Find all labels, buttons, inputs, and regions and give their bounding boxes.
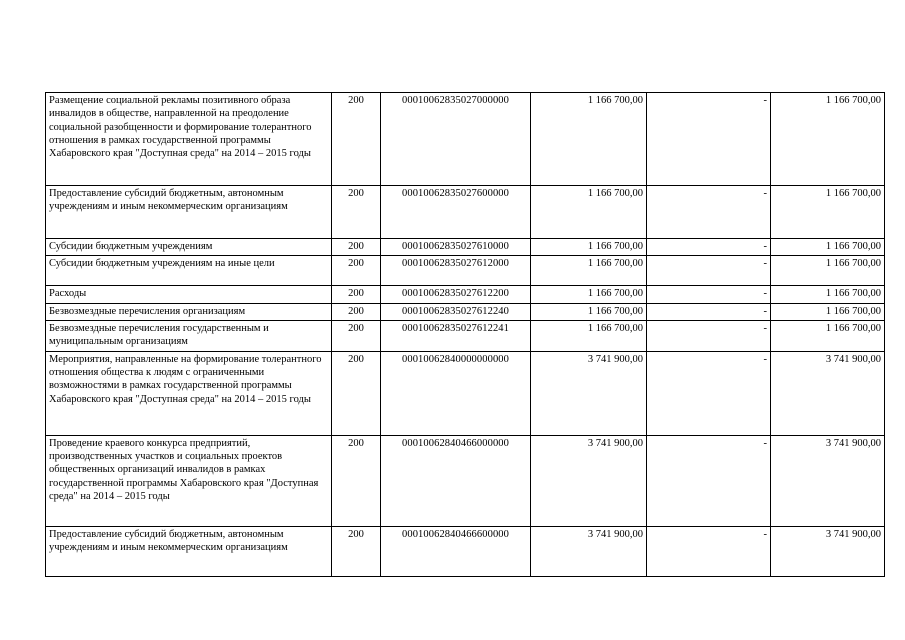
table-row xyxy=(46,186,885,239)
row-code: 00010062835027612240 xyxy=(381,303,531,320)
row-code: 00010062835027612200 xyxy=(381,286,531,303)
row-name: Мероприятия, направленные на формирование толерантного отношения общества к людям с ограниченными возможностями в рамках государственной программы Хабаровского края "Доступная среда" на 2014 – 2015 годы xyxy=(46,351,332,435)
row-grbs: 200 xyxy=(332,239,381,256)
row-total: 1 166 700,00 xyxy=(771,320,885,351)
row-change: - xyxy=(647,93,771,186)
row-total: 1 166 700,00 xyxy=(771,286,885,303)
row-total: 1 166 700,00 xyxy=(771,239,885,256)
row-amount: 1 166 700,00 xyxy=(531,239,647,256)
table-row xyxy=(46,93,885,186)
row-amount: 3 741 900,00 xyxy=(531,351,647,435)
table-row xyxy=(46,256,885,286)
row-grbs: 200 xyxy=(332,186,381,239)
table-row xyxy=(46,526,885,576)
row-grbs: 200 xyxy=(332,526,381,576)
row-amount: 1 166 700,00 xyxy=(531,93,647,186)
row-change: - xyxy=(647,286,771,303)
table-row xyxy=(46,303,885,320)
row-change: - xyxy=(647,239,771,256)
budget-table xyxy=(45,92,885,577)
row-change: - xyxy=(647,186,771,239)
row-name: Субсидии бюджетным учреждениям на иные цели xyxy=(46,256,332,286)
row-name: Субсидии бюджетным учреждениям xyxy=(46,239,332,256)
row-amount: 1 166 700,00 xyxy=(531,320,647,351)
row-name: Предоставление субсидий бюджетным, автономным учреждениям и иным некоммерческим организациям xyxy=(46,526,332,576)
row-grbs: 200 xyxy=(332,286,381,303)
row-name: Безвозмездные перечисления государственным и муниципальным организациям xyxy=(46,320,332,351)
row-amount: 1 166 700,00 xyxy=(531,256,647,286)
row-amount: 1 166 700,00 xyxy=(531,303,647,320)
row-name: Размещение социальной рекламы позитивного образа инвалидов в обществе, направленной на преодоление социальной разобщенности и формирование толерантного отношения в рамках государственной программы Хабаровского края "Доступная среда" на 2014 – 2015 годы xyxy=(46,93,332,186)
row-name: Проведение краевого конкурса предприятий, производственных участков и социальных проектов общественных организаций инвалидов в рамках государственной программы Хабаровского края "Доступная среда" на 2014 – 2015 годы xyxy=(46,435,332,526)
row-change: - xyxy=(647,303,771,320)
row-grbs: 200 xyxy=(332,320,381,351)
row-change: - xyxy=(647,320,771,351)
row-total: 3 741 900,00 xyxy=(771,351,885,435)
row-grbs: 200 xyxy=(332,303,381,320)
row-amount: 3 741 900,00 xyxy=(531,526,647,576)
row-amount: 1 166 700,00 xyxy=(531,186,647,239)
row-total: 1 166 700,00 xyxy=(771,256,885,286)
row-grbs: 200 xyxy=(332,256,381,286)
row-amount: 1 166 700,00 xyxy=(531,286,647,303)
row-code: 00010062835027600000 xyxy=(381,186,531,239)
table-row xyxy=(46,320,885,351)
table-row xyxy=(46,286,885,303)
row-change: - xyxy=(647,435,771,526)
row-code: 00010062835027000000 xyxy=(381,93,531,186)
row-name: Расходы xyxy=(46,286,332,303)
row-total: 3 741 900,00 xyxy=(771,526,885,576)
table-row xyxy=(46,239,885,256)
row-code: 00010062835027612241 xyxy=(381,320,531,351)
row-code: 00010062840000000000 xyxy=(381,351,531,435)
row-change: - xyxy=(647,526,771,576)
row-grbs: 200 xyxy=(332,351,381,435)
row-total: 1 166 700,00 xyxy=(771,186,885,239)
row-grbs: 200 xyxy=(332,435,381,526)
row-total: 1 166 700,00 xyxy=(771,93,885,186)
row-code: 00010062835027610000 xyxy=(381,239,531,256)
table-row xyxy=(46,435,885,526)
row-code: 00010062840466000000 xyxy=(381,435,531,526)
row-code: 00010062840466600000 xyxy=(381,526,531,576)
row-change: - xyxy=(647,256,771,286)
row-total: 3 741 900,00 xyxy=(771,435,885,526)
row-code: 00010062835027612000 xyxy=(381,256,531,286)
row-amount: 3 741 900,00 xyxy=(531,435,647,526)
row-change: - xyxy=(647,351,771,435)
row-grbs: 200 xyxy=(332,93,381,186)
budget-table-body xyxy=(46,93,885,577)
row-total: 1 166 700,00 xyxy=(771,303,885,320)
row-name: Безвозмездные перечисления организациям xyxy=(46,303,332,320)
table-row xyxy=(46,351,885,435)
row-name: Предоставление субсидий бюджетным, автономным учреждениям и иным некоммерческим организациям xyxy=(46,186,332,239)
